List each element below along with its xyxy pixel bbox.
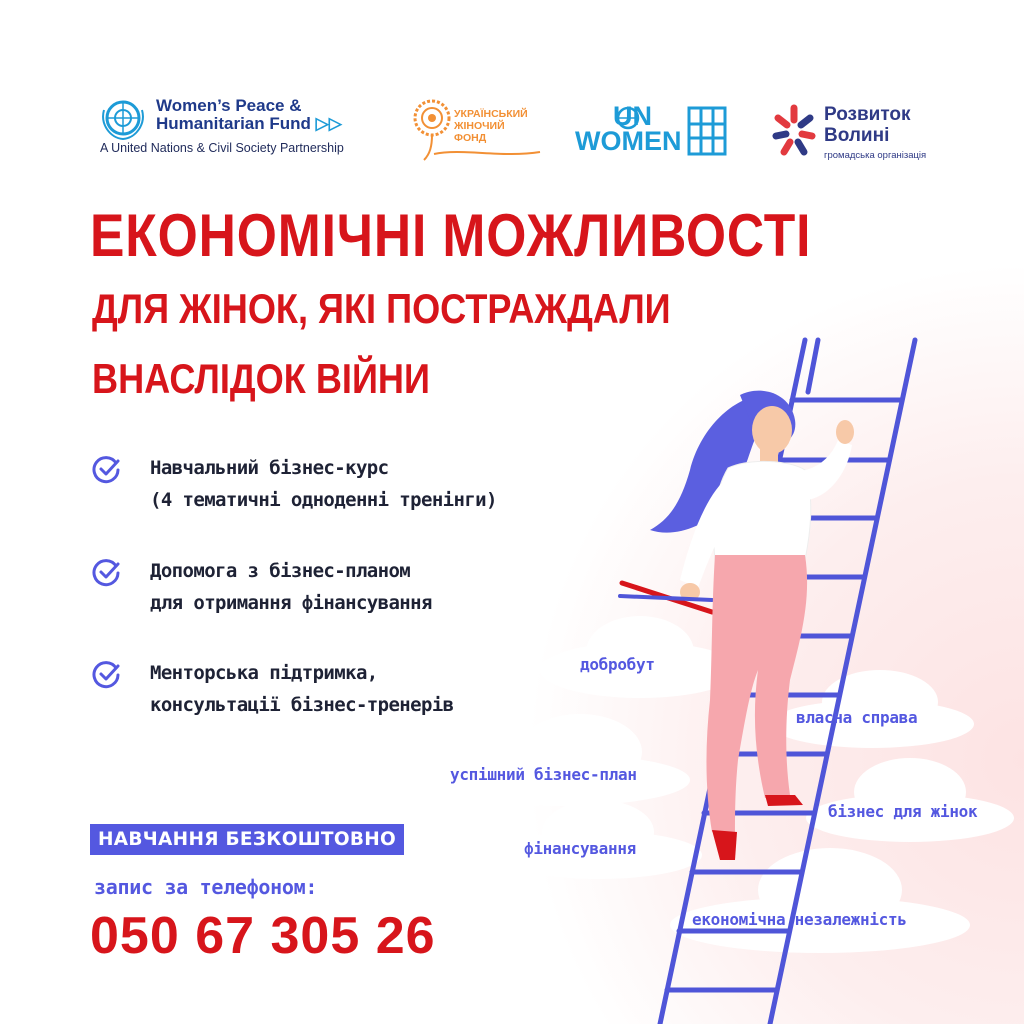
cloud-label-uspishnyi-biznes-plan: успішний бізнес-план bbox=[450, 765, 637, 784]
wphf-line1: Women’s Peace & bbox=[156, 96, 302, 115]
cloud-label-ekonomichna-nezalezhnist: економічна незалежність bbox=[692, 910, 907, 929]
benefit-1-line2: (4 тематичні одноденні тренінги) bbox=[150, 489, 497, 511]
phone-label: запис за телефоном: bbox=[94, 875, 318, 899]
cloud-4 bbox=[806, 758, 1014, 842]
unw-line2: WOMEN bbox=[575, 126, 682, 156]
wphf-logo bbox=[100, 96, 390, 160]
benefit-3-line2: консультації бізнес-тренерів bbox=[150, 694, 454, 716]
rozvytok-volyni-logo bbox=[770, 100, 950, 164]
benefit-2-line2: для отримання фінансування bbox=[150, 592, 432, 614]
un-globe-icon bbox=[615, 106, 641, 130]
ukr-line1: УКРАЇНСЬКИЙ bbox=[454, 108, 528, 120]
check-circle-icon bbox=[92, 659, 122, 689]
cloud-3 bbox=[430, 714, 690, 806]
unwomen-emblem-icon bbox=[687, 106, 727, 156]
cloud-label-finansuvannia: фінансування bbox=[524, 839, 636, 858]
benefit-2-line1: Допомога з бізнес-планом bbox=[150, 560, 411, 582]
free-training-badge: НАВЧАННЯ БЕЗКОШТОВНО bbox=[90, 824, 404, 855]
check-circle-icon bbox=[92, 557, 122, 587]
rv-subtitle: громадська організація bbox=[824, 150, 927, 161]
phone-number[interactable]: 050 67 305 26 bbox=[90, 907, 436, 965]
ukr-line3: ФОНД bbox=[454, 132, 487, 144]
benefit-1-line1: Навчальний бізнес-курс bbox=[150, 457, 389, 479]
un-emblem-icon bbox=[100, 96, 146, 140]
headline-sub-1: ДЛЯ ЖІНОК, ЯКІ ПОСТРАЖДАЛИ bbox=[92, 285, 671, 332]
rv-line1: Розвиток bbox=[824, 104, 911, 125]
check-circle-icon bbox=[92, 454, 122, 484]
arrow-icon: ▷▷ bbox=[315, 114, 342, 133]
unw-line1: UN bbox=[613, 101, 652, 131]
headline-sub-2: ВНАСЛІДОК ВІЙНИ bbox=[92, 355, 430, 402]
cloud-label-dobrobut: добробут bbox=[580, 655, 655, 674]
cloud-label-vlasna-sprava: власна справа bbox=[796, 708, 918, 727]
headline-main: ЕКОНОМІЧНІ МОЖЛИВОСТІ bbox=[90, 202, 812, 269]
rozvytok-star-icon bbox=[770, 102, 818, 158]
rv-line2: Волині bbox=[824, 125, 890, 146]
ukr-line2: ЖІНОЧИЙ bbox=[454, 120, 505, 132]
ukr-womens-fund-logo bbox=[412, 98, 552, 162]
swoosh-icon bbox=[432, 146, 542, 160]
benefit-3-line1: Менторська підтримка, bbox=[150, 662, 378, 684]
cloud-label-biznes-dlia-zhinok: бізнес для жінок bbox=[828, 802, 978, 821]
cloud-6 bbox=[670, 848, 970, 953]
wphf-subtitle: A United Nations & Civil Society Partnership bbox=[100, 141, 344, 155]
unwomen-logo bbox=[575, 101, 735, 160]
wphf-line2: Humanitarian Fund bbox=[156, 114, 311, 133]
